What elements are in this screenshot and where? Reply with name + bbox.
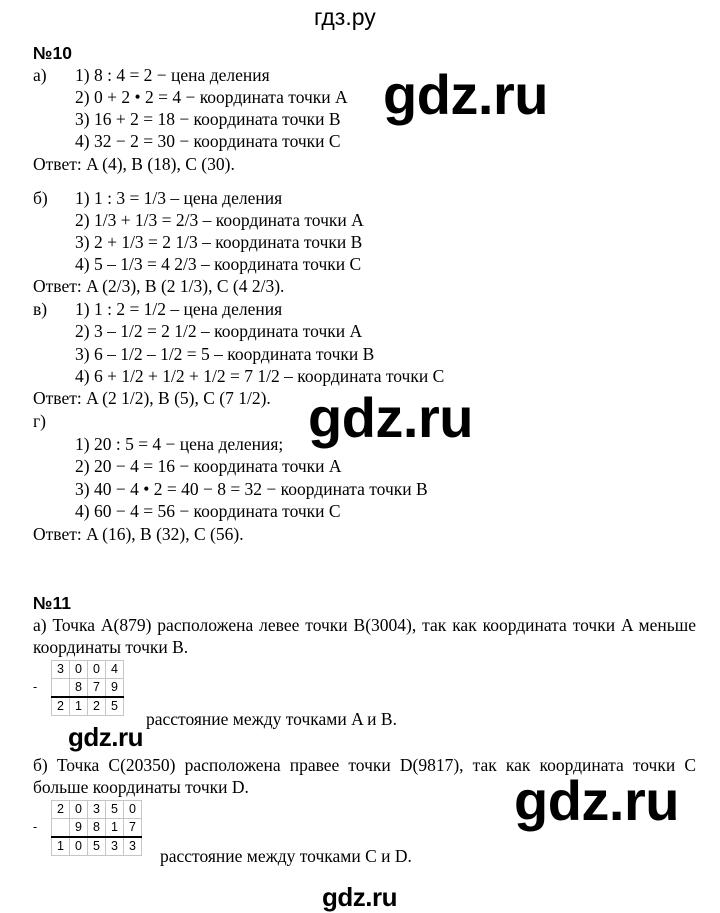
- result-label: расстояние между точками C и D.: [160, 846, 412, 866]
- site-header: гдз.ру: [314, 4, 376, 30]
- watermark-logo: gdz.ru: [68, 722, 143, 752]
- part-letter: б): [33, 188, 48, 208]
- digit-cell: 5: [106, 697, 124, 716]
- solution-step: 4) 6 + 1/2 + 1/2 + 1/2 = 7 1/2 – координата точки C: [75, 366, 445, 386]
- digit-cell: 2: [88, 697, 106, 716]
- solution-step: 1) 20 : 5 = 4 − цена деления;: [75, 434, 284, 454]
- minus-sign: [33, 801, 52, 819]
- answer-line: Ответ: A (2 1/2), B (5), C (7 1/2).: [33, 388, 271, 408]
- digit-cell: 1: [52, 837, 70, 856]
- watermark-logo: gdz.ru: [383, 63, 548, 126]
- solution-step: 1) 1 : 2 = 1/2 – цена деления: [75, 299, 283, 319]
- solution-step: 1) 8 : 4 = 2 − цена деления: [75, 65, 270, 85]
- digit-cell: 4: [106, 661, 124, 679]
- minus-sign: -: [33, 680, 38, 695]
- digit-cell: 2: [52, 801, 70, 819]
- solution-step: 3) 6 – 1/2 – 1/2 = 5 – координата точки B: [75, 344, 375, 364]
- solution-step: 3) 16 + 2 = 18 − координата точки B: [75, 109, 341, 129]
- digit-cell: 0: [70, 837, 88, 856]
- digit-cell: 7: [88, 679, 106, 698]
- watermark-logo: gdz.ru: [322, 882, 397, 912]
- digit-cell: 8: [88, 819, 106, 838]
- digit-cell: 0: [88, 661, 106, 679]
- solution-step: 4) 60 − 4 = 56 − координата точки C: [75, 501, 341, 521]
- digit-cell: 9: [70, 819, 88, 838]
- solution-step: 2) 20 − 4 = 16 − координата точки A: [75, 456, 342, 476]
- minus-sign: [33, 661, 52, 679]
- task-11b-statement: б) Точка C(20350) расположена правее точки D(9817), так как координата точки C больше координаты точки D.: [33, 755, 696, 797]
- digit-cell: 1: [70, 697, 88, 716]
- solution-step: 1) 1 : 3 = 1/3 – цена деления: [75, 188, 283, 208]
- solution-step: 2) 3 – 1/2 = 2 1/2 – координата точки A: [75, 321, 363, 341]
- minus-sign: [33, 837, 52, 856]
- minus-sign: [33, 697, 52, 716]
- part-letter: в): [33, 299, 48, 319]
- digit-cell: 5: [88, 837, 106, 856]
- digit-cell: 5: [106, 801, 124, 819]
- solution-step: 4) 5 – 1/3 = 4 2/3 – координата точки C: [75, 254, 362, 274]
- watermark-logo: gdz.ru: [514, 769, 679, 832]
- task-number: №11: [33, 593, 72, 613]
- digit-cell: 1: [106, 819, 124, 838]
- part-letter: а): [33, 65, 47, 85]
- column-subtraction-a: [33, 660, 124, 716]
- part-letter: г): [33, 411, 47, 431]
- digit-cell: 3: [52, 661, 70, 679]
- solution-step: 3) 2 + 1/3 = 2 1/3 – координата точки B: [75, 232, 363, 252]
- digit-cell: 0: [70, 661, 88, 679]
- solution-step: 2) 1/3 + 1/3 = 2/3 – координата точки A: [75, 210, 364, 230]
- solution-step: 2) 0 + 2 • 2 = 4 − координата точки A: [75, 87, 348, 107]
- digit-cell: 3: [88, 801, 106, 819]
- digit-cell: 9: [106, 679, 124, 698]
- digit-cell: [52, 819, 70, 838]
- watermark-logo: gdz.ru: [308, 386, 473, 449]
- digit-cell: 3: [124, 837, 142, 856]
- minus-sign: -: [33, 820, 38, 835]
- column-subtraction-b: [33, 800, 142, 856]
- digit-cell: [52, 679, 70, 698]
- digit-cell: 0: [124, 801, 142, 819]
- result-label: расстояние между точками A и B.: [146, 709, 397, 729]
- digit-cell: 2: [52, 697, 70, 716]
- digit-cell: 8: [70, 679, 88, 698]
- solution-step: 3) 40 − 4 • 2 = 40 − 8 = 32 − координата точки B: [75, 479, 428, 499]
- solution-step: 4) 32 − 2 = 30 − координата точки C: [75, 131, 341, 151]
- task-11a-statement: а) Точка A(879) расположена левее точки B(3004), так как координата точки A меньше координаты точки B.: [33, 615, 696, 657]
- task-number: №10: [33, 43, 72, 63]
- digit-cell: 0: [70, 801, 88, 819]
- answer-line: Ответ: A (2/3), B (2 1/3), C (4 2/3).: [33, 276, 285, 296]
- digit-cell: 7: [124, 819, 142, 838]
- answer-line: Ответ: A (16), B (32), C (56).: [33, 524, 244, 544]
- answer-line: Ответ: A (4), B (18), C (30).: [33, 154, 235, 174]
- digit-cell: 3: [106, 837, 124, 856]
